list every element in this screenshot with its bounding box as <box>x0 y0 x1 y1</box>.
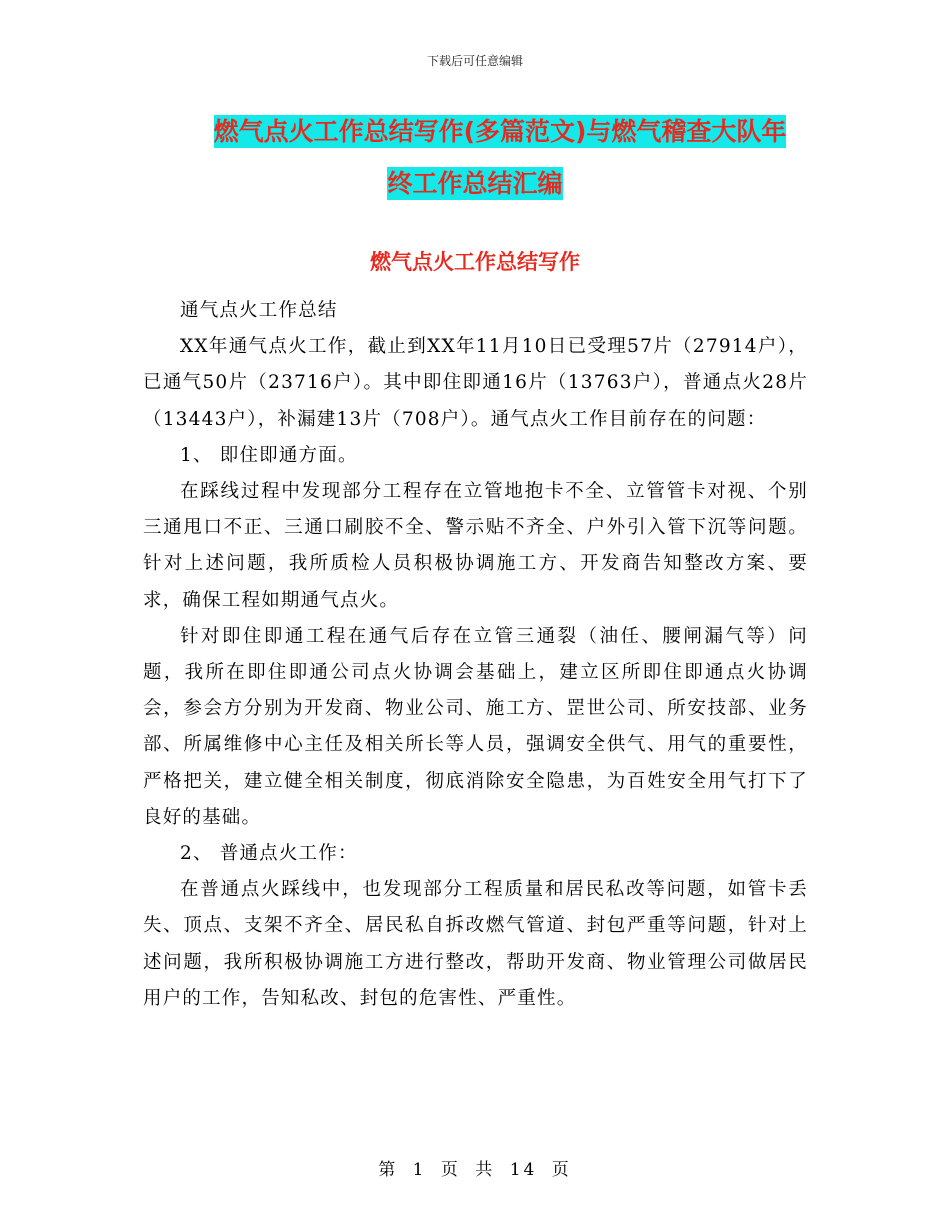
document-title-line-1: 燃气点火工作总结写作(多篇范文)与燃气稽查大队年 <box>213 117 787 146</box>
document-body <box>143 293 808 1017</box>
paragraph: 在踩线过程中发现部分工程存在立管地抱卡不全、立管管卡对视、个别三通甩口不正、三通口刷胶不全、警示贴不齐全、户外引入管下沉等问题。针对上述问题，我所质检人员积极协调施工方、开发商告知整改方案、要求，确保工程如期通气点火。 <box>143 481 808 611</box>
paragraph: 在普通点火踩线中，也发现部分工程质量和居民私改等问题，如管卡丢失、顶点、支架不齐全、居民私自拆改燃气管道、封包严重等问题，针对上述问题，我所积极协调施工方进行整改，帮助开发商、物业管理公司做居民用户的工作，告知私改、封包的危害性、严重性。 <box>143 879 808 1009</box>
paragraph: 1、 即住即通方面。 <box>180 444 358 466</box>
paragraph: 通气点火工作总结 <box>180 300 338 321</box>
paragraph: 针对即住即通工程在通气后存在立管三通裂（油任、腰闸漏气等）问题，我所在即住即通公司点火协调会基础上，建立区所即住即通点火协调会，参会方分别为开发商、物业公司、施工方、罡世公司、所安技部、业务部、所属维修中心主任及相关所长等人员，强调安全供气、用气的重要性，严格把关，建立健全相关制度，彻底消除安全隐患，为百姓安全用气打下了良好的基础。 <box>143 625 808 828</box>
document-title-line-2: 终工作总结汇编 <box>387 169 563 198</box>
paragraph: 2、 普通点火工作： <box>180 843 358 865</box>
page-footer: 第 1 页 共 14 页 <box>378 1160 572 1180</box>
paragraph: XX年通气点火工作，截止到XX年11月10日已受理57片（27914户），已通气50片（23716户）。其中即住即通16片（13763户），普通点火28片（13443户），补漏建13片（708户）。通气点火工作目前存在的问题： <box>143 336 808 430</box>
document-title <box>0 110 950 206</box>
header-note: 下载后可任意编辑 <box>426 54 523 68</box>
section-title: 燃气点火工作总结写作 <box>370 250 580 274</box>
